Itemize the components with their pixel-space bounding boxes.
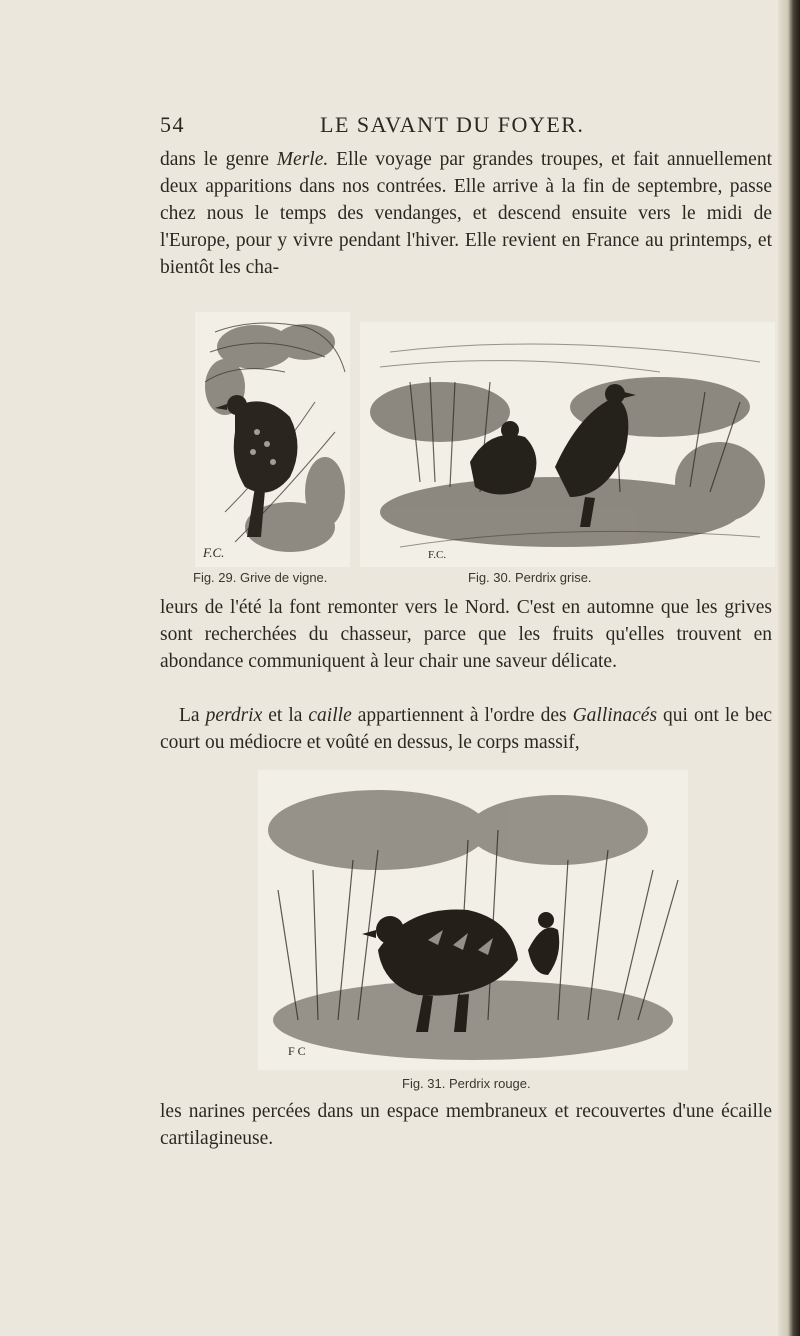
page-edge-shadow: [778, 0, 800, 1336]
perdrix-term: perdrix: [205, 705, 263, 726]
running-header: [160, 112, 680, 146]
fig29-signature: F.C.: [203, 545, 225, 560]
paragraph-2: leurs de l'été la font remonter vers le Nord. C'est en automne que les grives sont recherchées du chasseur, parce que les fruits qu'elles trouvent en abondance communiquent à leur chair une saveur délicate.: [160, 597, 772, 672]
fig30-signature: F.C.: [428, 549, 447, 561]
figure-30-caption: Fig. 30. Perdrix grise.: [468, 570, 592, 585]
gallinaces-term: Gallinacés: [572, 705, 658, 726]
page-number: 54: [160, 112, 185, 137]
fig31-signature: F C: [288, 1044, 306, 1058]
merle-term: Merle.: [276, 149, 329, 170]
paragraph-4: les narines percées dans un espace membraneux et recouvertes d'une écaille cartilagineuse.: [160, 1101, 772, 1149]
figure-30-illustration: [360, 322, 775, 567]
paragraph-3: La perdrix et la caille appartiennent à l'ordre des Gallinacés qui ont le bec court ou médiocre et voûté en dessus, le corps massif,: [160, 705, 773, 753]
figure-29-illustration: [195, 312, 350, 567]
paragraph-1: dans le genre Merle. Elle voyage par grandes troupes, et fait annuellement deux apparitions dans nos contrées. Elle arrive à la fin de septembre, passe chez nous le temps des vendanges, et descend ensuite vers le midi de l'Europe, pour y vivre pendant l'hiver. Elle revient en France au printemps, et bientôt les cha-: [160, 149, 772, 278]
running-title: LE SAVANT DU FOYER.: [320, 112, 585, 137]
figure-31-illustration: [258, 770, 688, 1070]
figure-29-caption: Fig. 29. Grive de vigne.: [193, 570, 328, 585]
caille-term: caille: [308, 705, 352, 726]
figure-31-caption: Fig. 31. Perdrix rouge.: [402, 1076, 531, 1091]
